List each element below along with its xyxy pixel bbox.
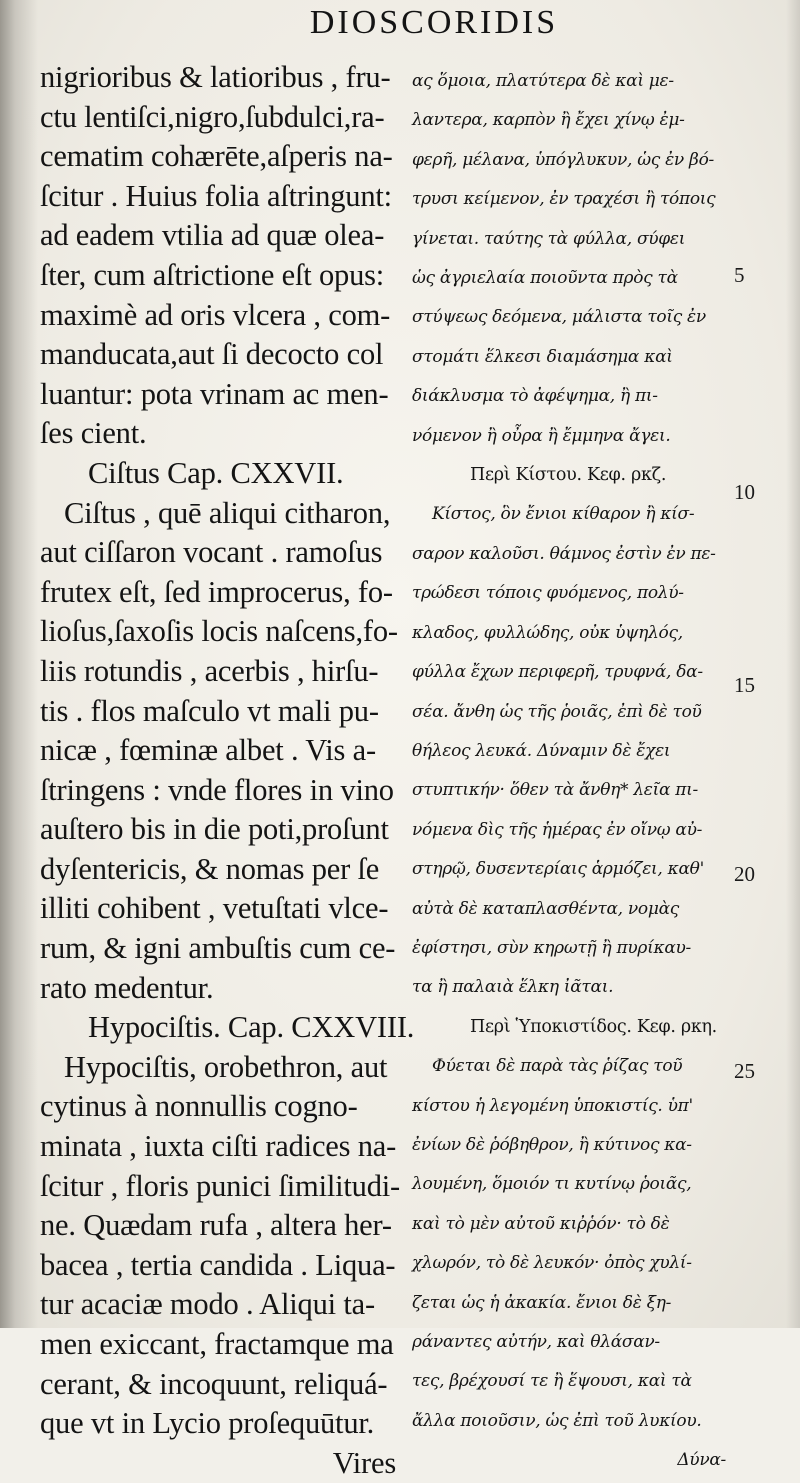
latin-text-line: cerant, & incoquunt, reliquá- xyxy=(40,1366,388,1401)
greek-column xyxy=(412,62,732,1481)
latin-text-line: nicæ , fœminæ albet . Vis a- xyxy=(40,733,376,768)
latin-text-line: ad eadem vtilia ad quæ olea- xyxy=(40,218,385,253)
greek-chapter-heading: Περὶ Κίστου. Κεφ. ρκζ. xyxy=(470,465,667,486)
greek-text-line: φύλλα ἔχων περιφερῆ, τρυφνά, δα- xyxy=(412,662,703,683)
greek-text-line: νόμενον ἢ οὖρα ἢ ἔμμηνα ἄγει. xyxy=(412,425,671,446)
line-number-marker: 10 xyxy=(734,479,755,504)
latin-text-line: rato medentur. xyxy=(40,970,214,1005)
latin-text-line: maximè ad oris vlcera , com- xyxy=(40,297,391,332)
latin-text-line: Ciſtus , quē aliqui citharon, xyxy=(64,495,391,530)
latin-text-line: ſcitur . Huius folia aſtringunt: xyxy=(40,178,392,213)
latin-text-line: cematim cohærēte,aſperis na- xyxy=(40,139,393,174)
latin-text-line: tis . flos maſculo vt mali pu- xyxy=(40,693,379,728)
greek-text-line: στομάτι ἕλκεσι διαμάσημα καὶ xyxy=(412,346,673,367)
latin-text-line: Hypociſtis, orobethron, aut xyxy=(64,1049,388,1084)
latin-chapter-heading: Ciſtus Cap. CXXVII. xyxy=(88,455,344,490)
line-number-marker: 15 xyxy=(734,672,755,697)
running-title-text: DIOSCORIDIS xyxy=(309,4,559,41)
greek-text-line: στυπτικήν· ὅθεν τὰ ἄνθη* λεῖα πι- xyxy=(412,780,698,801)
gutter-shadow xyxy=(0,0,38,1328)
latin-chapter-heading: Hypociſtis. Cap. CXXVIII. xyxy=(88,1010,415,1045)
greek-text-line: στηρῷ, δυσεντερίαις ἁρμόζει, καθ' xyxy=(412,859,704,880)
greek-text-line: διάκλυσμα τὸ ἀφέψημα, ἢ πι- xyxy=(412,386,658,407)
latin-text-line: ſtringens : vnde flores in vino xyxy=(40,772,394,807)
latin-text-line: auſtero bis in die poti,proſunt xyxy=(40,812,389,847)
greek-text-line: τα ἢ παλαιὰ ἕλκη ἰᾶται. xyxy=(412,977,614,998)
line-number-marker: 5 xyxy=(734,263,745,287)
line-number-marker: 20 xyxy=(734,861,755,886)
latin-text-line: minata , iuxta ciſti radices na- xyxy=(40,1129,397,1164)
latin-text-line: ſter, cum aſtrictione eſt opus: xyxy=(40,257,385,292)
greek-text-line: τες, βρέχουσί τε ἢ ἕψουσι, καὶ τὰ xyxy=(412,1371,692,1392)
greek-text-line: στύψεως δεόμενα, μάλιστα τοῖς ἐν xyxy=(412,307,706,328)
greek-text-line: νόμενα δὶς τῆς ἡμέρας ἐν οἴνῳ αὐ- xyxy=(412,819,703,840)
latin-text-line: cytinus à nonnullis cogno- xyxy=(40,1089,358,1124)
running-title xyxy=(0,4,800,42)
page-edge-shadow xyxy=(786,0,800,1328)
greek-text-line: καὶ τὸ μὲν αὐτοῦ κιῤῥόν· τὸ δὲ xyxy=(412,1213,670,1234)
greek-text-line: κλαδος, φυλλώδης, οὐκ ὑψηλός, xyxy=(412,622,683,643)
latin-column xyxy=(40,58,415,1483)
greek-text-line: γίνεται. ταύτης τὰ φύλλα, σύφει xyxy=(412,228,686,249)
greek-text-line: λαντερα, καρπὸν ἢ ἔχει χίνῳ ἐμ- xyxy=(412,110,685,131)
greek-text-line: ζεται ὡς ἡ ἀκακία. ἔνιοι δὲ ξη- xyxy=(412,1292,672,1313)
latin-text-line: nigrioribus & latioribus , fru- xyxy=(40,60,391,94)
greek-text-line: σαρον καλοῦσι. θάμνος ἐστὶν ἐν πε- xyxy=(412,543,716,564)
latin-text-line: lioſus,ſaxoſis locis naſcens,fo- xyxy=(40,614,398,649)
greek-catchword: Δύνα- xyxy=(677,1450,726,1471)
latin-text-line: liis rotundis , acerbis , hirſu- xyxy=(40,653,379,688)
greek-text-line: Φύεται δὲ παρὰ τὰς ῥίζας τοῦ xyxy=(432,1056,683,1077)
latin-text-line: rum, & igni ambuſtis cum ce- xyxy=(40,931,396,966)
greek-text-line: ἐνίων δὲ ῥόβηθρον, ἢ κύτινος κα- xyxy=(412,1134,692,1155)
greek-text-line: χλωρόν, τὸ δὲ λευκόν· ὀπὸς χυλί- xyxy=(412,1253,692,1274)
latin-text-line: tur acaciæ modo . Aliqui ta- xyxy=(40,1287,375,1322)
greek-text-line: ὡς ἀγριελαία ποιοῦντα πρὸς τὰ xyxy=(412,268,678,289)
greek-chapter-heading: Περὶ Ὑποκιστίδος. Κεφ. ρκη. xyxy=(470,1016,717,1037)
latin-text-line: aut ciſſaron vocant . ramoſus xyxy=(40,535,383,570)
latin-text-line: bacea , tertia candida . Liqua- xyxy=(40,1247,396,1282)
latin-text-line: manducata,aut ſi decocto col xyxy=(40,337,384,372)
greek-text-line: τρυσι κείμενον, ἐν τραχέσι ἢ τόποις xyxy=(412,189,716,210)
greek-text-line: θήλεος λευκά. Δύναμιν δὲ ἔχει xyxy=(412,740,671,761)
greek-text-line: Κίστος, ὃν ἔνιοι κίθαρον ἢ κίσ- xyxy=(432,504,695,525)
greek-text-line: λουμένη, ὅμοιόν τι κυτίνῳ ῥοιᾶς, xyxy=(412,1174,692,1195)
latin-text-line: luantur: pota vrinam ac men- xyxy=(40,376,389,411)
greek-text-line: φερῆ, μέλανα, ὑπόγλυκυν, ὡς ἐν βό- xyxy=(412,149,714,170)
greek-text-line: σέα. ἄνθη ὡς τῆς ῥοιᾶς, ἐπὶ δὲ τοῦ xyxy=(412,701,702,722)
latin-text-line: que vt in Lycio proſequūtur. xyxy=(40,1406,375,1441)
latin-text-line: ſes cient. xyxy=(40,416,147,451)
greek-text-line: ἄλλα ποιοῦσιν, ὡς ἐπὶ τοῦ λυκίου. xyxy=(412,1410,702,1431)
greek-text-line: αὐτὰ δὲ καταπλασθέντα, νομὰς xyxy=(412,898,680,919)
greek-text-line: ράναντες αὐτήν, καὶ θλάσαν- xyxy=(412,1332,660,1352)
greek-text-line: ἐφίστησι, σὺν κηρωτῇ ἢ πυρίκαυ- xyxy=(412,937,691,958)
latin-text-line: men exiccant, fractamque ma xyxy=(40,1327,394,1361)
latin-text-line: illiti cohibent , vetuſtati vlce- xyxy=(40,891,389,926)
latin-text-line: ſcitur , floris punici ſimilitudi- xyxy=(40,1168,401,1203)
latin-text-line: ctu lentiſci,nigro,ſubdulci,ra- xyxy=(40,99,385,134)
greek-text-line: κίστου ἡ λεγομένη ὑποκιστίς. ὑπ' xyxy=(412,1095,693,1116)
line-number-marker: 25 xyxy=(734,1058,755,1083)
greek-text-line: ας ὅμοια, πλατύτερα δὲ καὶ με- xyxy=(412,71,674,91)
latin-text-line: frutex eſt, ſed improcerus, fo- xyxy=(40,574,393,609)
greek-text-line: τρώδεσι τόποις φυόμενος, πολύ- xyxy=(412,583,684,604)
latin-catchword: Vires xyxy=(332,1445,396,1480)
latin-text-line: dyſentericis, & nomas per ſe xyxy=(40,851,380,886)
latin-text-line: ne. Quædam rufa , altera her- xyxy=(40,1208,392,1243)
